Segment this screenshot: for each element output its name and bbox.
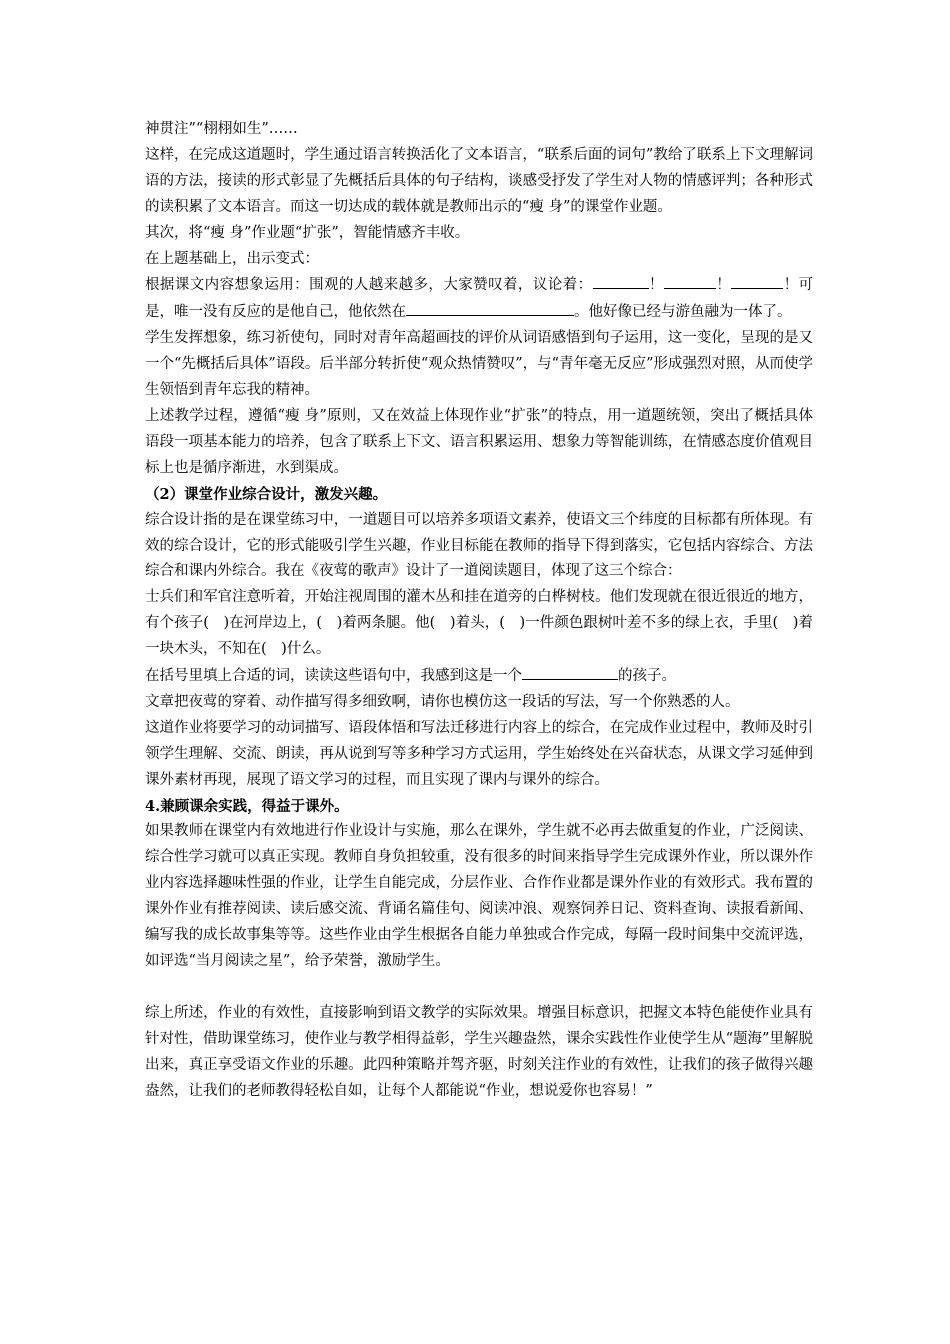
blank-line (731, 272, 783, 289)
paragraph: 学生发挥想象，练习祈使句，同时对青年高超画技的评价从词语感悟到句子运用，这一变化，呈现的是又一个“先概括后具体”语段。后半部分转折使“观众热情赞叹”，与“青年毫无反应”形成强烈对照，从而使学生领悟到青年忘我的精神。 (145, 330, 813, 399)
blank-line (593, 272, 649, 289)
paragraph: 上述教学过程，遵循“瘦 身”原则，又在效益上体现作业“扩张”的特点，用一道题统领，突出了概括具体语段一项基本能力的培养，包含了联系上下文、语言积累运用、想象力等智能训练，在情感态度价值观目标上也是循序渐进，水到渠成。 (145, 407, 813, 476)
exercise-text: 的孩子。 (618, 668, 676, 685)
exercise-text: 根据课文内容想象运用：围观的人越来越多，大家赞叹着，议论着： (145, 277, 593, 294)
paragraph: 神贯注”“栩栩如生”…… (145, 121, 298, 137)
paragraph: 其次，将“瘦 身”作业题“扩张”，智能情感齐丰收。 (145, 224, 470, 241)
document-body (145, 117, 813, 1105)
paragraph: 这样，在完成这道题时，学生通过语言转换活化了文本语言，“联系后面的词句”教给了联系上下文理解词语的方法，接读的形式彰显了先概括后具体的句子结构，谈感受抒发了学生对人物的情感评判；各种形式的读积累了文本语言。而这一切达成的载体就是教师出示的“瘦 身”的课堂作业题。 (145, 146, 813, 215)
section-heading: 4.兼顾课余实践，得益于课外。 (145, 797, 349, 815)
blank-line (406, 299, 574, 316)
paragraph: 文章把夜莺的穿着、动作描写得多细致啊，请你也模仿这一段话的写法，写一个你熟悉的人。 (145, 693, 740, 710)
blank-line (664, 272, 716, 289)
paragraph: 综合设计指的是在课堂练习中，一道题目可以培养多项语文素养，使语文三个纬度的目标都有所体现。有效的综合设计，它的形式能吸引学生兴趣，作业目标能在教师的指导下得到落实，它包括内容综合、方法综合和课内外综合。我在《夜莺的歌声》设计了一道阅读题目，体现了这三个综合： (145, 511, 813, 580)
fill-in-exercise (145, 663, 813, 690)
paragraph-gap (145, 975, 813, 1001)
exercise-text: ！可是，唯一没有反应的是他自己，他依然在 (145, 277, 814, 321)
paragraph: 在上题基础上，出示变式： (145, 250, 319, 267)
paragraph: 如果教师在课堂内有效地进行作业设计与实施，那么在课外，学生就不必再去做重复的作业，广泛阅读、综合性学习就可以真正实现。教师自身负担较重，没有很多的时间来指导学生完成课外作业，所以课外作业内容选择趣味性强的作业，让学生自能完成，分层作业、合作作业都是课外作业的有效形式。我布置的课外作业有推荐阅读、读后感交流、背诵名篇佳句、阅读冲浪、观察饲养日记、资料查询、读报看新闻、编写我的成长故事集等等。这些作业由学生根据各自能力单独或合作完成，每隔一段时间集中交流评选，如评选“当月阅读之星”，给予荣誉，激励学生。 (145, 823, 813, 969)
conclusion-paragraph: 综上所述，作业的有效性，直接影响到语文教学的实际效果。增强目标意识，把握文本特色能使作业具有针对性，借助课堂练习，使作业与教学相得益彰，学生兴趣盎然，课余实践性作业使学生从“题海”里解脱出来，真正享受语文作业的乐趣。此四种策略并驾齐驱，时刻关注作业的有效性，让我们的孩子做得兴趣盎然，让我们的老师教得轻松自如，让每个人都能说“作业，想说爱你也容易！” (145, 1004, 813, 1099)
exercise-text: 。他好像已经与游鱼融为一体了。 (574, 304, 792, 321)
exercise-text: 在括号里填上合适的词，读读这些语句中，我感到这是一个 (145, 668, 522, 685)
exercise-text: ！ (648, 277, 664, 294)
exercise-text: ！ (715, 277, 732, 294)
paragraph: 这道作业将要学习的动词描写、语段体悟和写法迁移进行内容上的综合，在完成作业过程中，教师及时引领学生理解、交流、朗读，再从说到写等多种学习方式运用，学生始终处在兴奋状态，从课文学习延伸到课外素材再现，展现了语文学习的过程，而且实现了课内与课外的综合。 (145, 719, 813, 788)
fill-in-exercise (145, 272, 813, 326)
blank-line (522, 663, 618, 680)
reading-passage: 士兵们和军官注意听着，开始注视周围的灌木丛和挂在道旁的白桦树枝。他们发现就在很近很近的地方，有个孩子( )在河岸边上，( )着两条腿。他( )着头，( )一件颜色跟树叶差不多的绿上衣，手里( )着一块木头，不知在( )什么。 (145, 589, 813, 658)
section-heading: （2）课堂作业综合设计，激发兴趣。 (145, 485, 388, 503)
